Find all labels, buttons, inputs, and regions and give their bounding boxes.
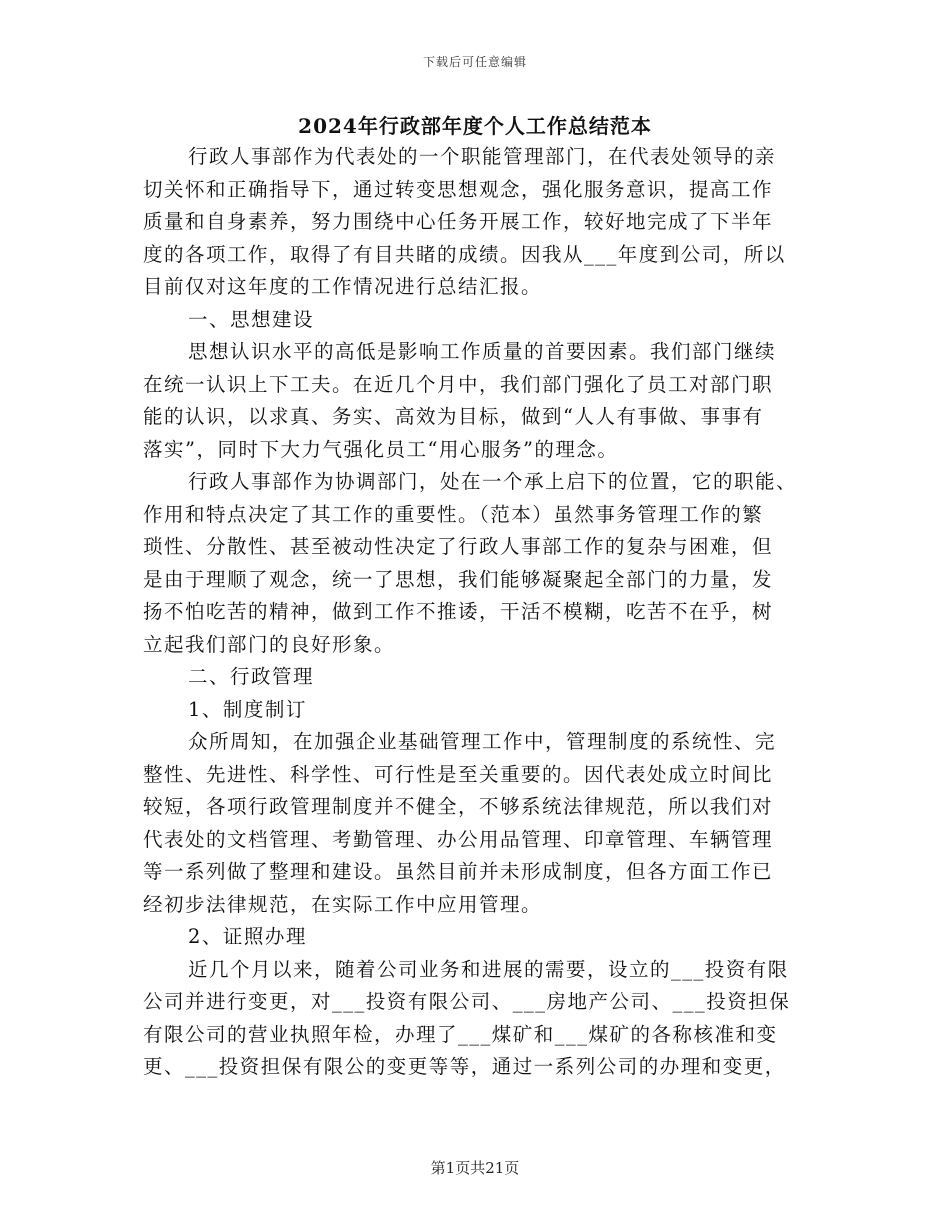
- body-line: 是由于理顺了观念，统一了思想，我们能够凝聚起全部门的力量，发: [143, 567, 774, 591]
- section-heading: 一、思想建设: [188, 307, 315, 331]
- body-line: 经初步法律规范，在实际工作中应用管理。: [143, 892, 543, 916]
- body-line: 思想认识水平的高低是影响工作质量的首要因素。我们部门继续: [188, 340, 777, 363]
- body-line: 目前仅对这年度的工作情况进行总结汇报。: [143, 275, 543, 298]
- body-line: 众所周知，在加强企业基础管理工作中，管理制度的系统性、完: [188, 730, 777, 753]
- page-number: 第1页共21页: [430, 1159, 520, 1177]
- body-line: 代表处的文档管理、考勤管理、办公用品管理、印章管理、车辆管理: [143, 827, 774, 851]
- body-line: 作用和特点决定了其工作的重要性。（范本）虽然事务管理工作的繁: [143, 502, 764, 526]
- body-line: 整性、先进性、科学性、可行性是至关重要的。因代表处成立时间比: [143, 762, 774, 786]
- body-line: 行政人事部作为代表处的一个职能管理部门，在代表处领导的亲: [188, 145, 777, 168]
- body-line: 落实”，同时下大力气强化员工“用心服务”的理念。: [143, 437, 619, 461]
- body-line: 切关怀和正确指导下，通过转变思想观念，强化服务意识，提高工作: [143, 177, 774, 201]
- body-line: 质量和自身素养，努力围绕中心任务开展工作，较好地完成了下半年: [143, 210, 774, 233]
- body-line: 能的认识，以求真、务实、高效为目标，做到“人人有事做、事事有: [143, 405, 764, 428]
- body-line: 度的各项工作，取得了有目共睹的成绩。因我从___年度到公司，所以: [143, 242, 786, 266]
- body-line: 公司并进行变更，对___投资有限公司、___房地产公司、___投资担保: [143, 990, 791, 1013]
- body-line: 较短，各项行政管理制度并不健全，不够系统法律规范，所以我们对: [143, 795, 774, 818]
- body-line: 近几个月以来，随着公司业务和进展的需要，设立的___投资有限: [188, 957, 789, 981]
- body-line: 立起我们部门的良好形象。: [143, 632, 396, 656]
- body-line: 行政人事部作为协调部门，处在一个承上启下的位置，它的职能、: [188, 470, 798, 493]
- document-title: 2024年行政部年度个人工作总结范本: [298, 114, 652, 138]
- subsection-heading: 1、制度制订: [188, 697, 307, 721]
- body-line: 在统一认识上下工夫。在近几个月中，我们部门强化了员工对部门职: [143, 372, 774, 396]
- body-line: 有限公司的营业执照年检，办理了___煤矿和___煤矿的各称核准和变: [143, 1022, 778, 1046]
- body-line: 更、___投资担保有限公的变更等等，通过一系列公司的办理和变更，: [143, 1055, 786, 1078]
- body-line: 扬不怕吃苦的精神，做到工作不推诿，干活不模糊，吃苦不在乎，树: [143, 600, 774, 623]
- document-body: [143, 141, 811, 1084]
- body-line: 等一系列做了整理和建设。虽然目前并未形成制度，但各方面工作已: [143, 860, 774, 883]
- section-heading: 二、行政管理: [188, 665, 315, 688]
- header-note: 下载后可任意编辑: [422, 55, 527, 69]
- subsection-heading: 2、证照办理: [188, 925, 307, 948]
- body-line: 琐性、分散性、甚至被动性决定了行政人事部工作的复杂与困难，但: [143, 535, 774, 558]
